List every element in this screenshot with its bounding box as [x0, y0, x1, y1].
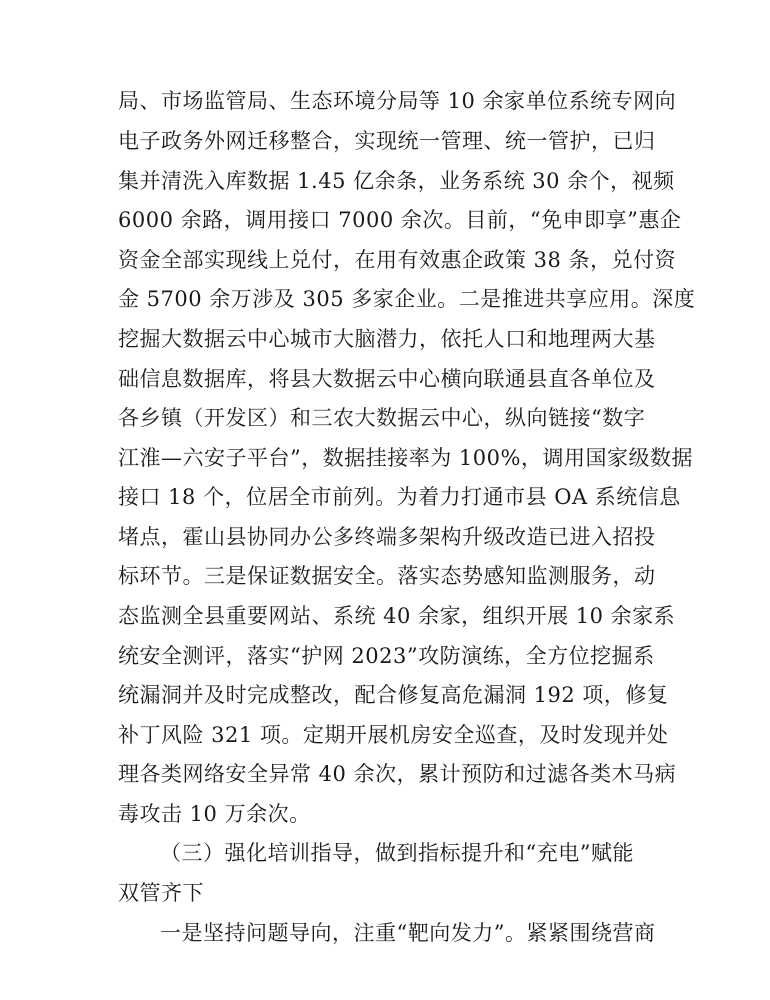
body-text-line: 电子政务外网迁移整合，实现统一管理、统一管护，已归	[118, 129, 656, 153]
body-text-line: 标环节。三是保证数据安全。落实态势感知监测服务，动	[118, 564, 656, 588]
body-text-line: 各乡镇（开发区）和三农大数据云中心，纵向链接“数字	[118, 406, 646, 430]
body-text-line: 江淮—六安子平台”，数据挂接率为 100%，调用国家级数据	[118, 446, 693, 470]
body-text-line: 态监测全县重要网站、系统 40 余家，组织开展 10 余家系	[118, 604, 676, 628]
body-text-line: 础信息数据库，将县大数据云中心横向联通县直各单位及	[118, 367, 656, 391]
body-text-line: 局、市场监管局、生态环境分局等 10 余家单位系统专网向	[118, 89, 677, 113]
body-text-line: 金 5700 余万涉及 305 多家企业。二是推进共享应用。深度	[118, 287, 696, 311]
body-text-line: 一是坚持问题导向，注重“靶向发力”。紧紧围绕营商	[160, 921, 656, 945]
body-text-line: 6000 余路，调用接口 7000 余次。目前，“免申即享”惠企	[118, 208, 682, 232]
body-text-line: 统安全测评，落实“护网 2023”攻防演练，全方位挖掘系	[118, 644, 655, 668]
body-text-line: 堵点，霍山县协同办公多终端多架构升级改造已进入招投	[118, 525, 656, 549]
section-heading-line: （三）强化培训指导，做到指标提升和“充电”赋能	[160, 841, 634, 865]
body-text-line: 理各类网络安全异常 40 余次，累计预防和过滤各类木马病	[118, 762, 677, 786]
section-heading-line: 双管齐下	[118, 881, 204, 905]
body-text-line: 毒攻击 10 万余次。	[118, 802, 311, 826]
body-text-line: 挖掘大数据云中心城市大脑潜力，依托人口和地理两大基	[118, 327, 656, 351]
body-text-line: 统漏洞并及时完成整改，配合修复高危漏洞 192 项，修复	[118, 683, 669, 707]
body-text-line: 资金全部实现线上兑付，在用有效惠企政策 38 条，兑付资	[118, 248, 677, 272]
body-text-line: 集并清洗入库数据 1.45 亿余条，业务系统 30 余个，视频	[118, 169, 675, 193]
body-text-line: 补丁风险 321 项。定期开展机房安全巡查，及时发现并处	[118, 723, 669, 747]
body-text-line: 接口 18 个，位居全市前列。为着力打通市县 OA 系统信息	[118, 485, 681, 509]
